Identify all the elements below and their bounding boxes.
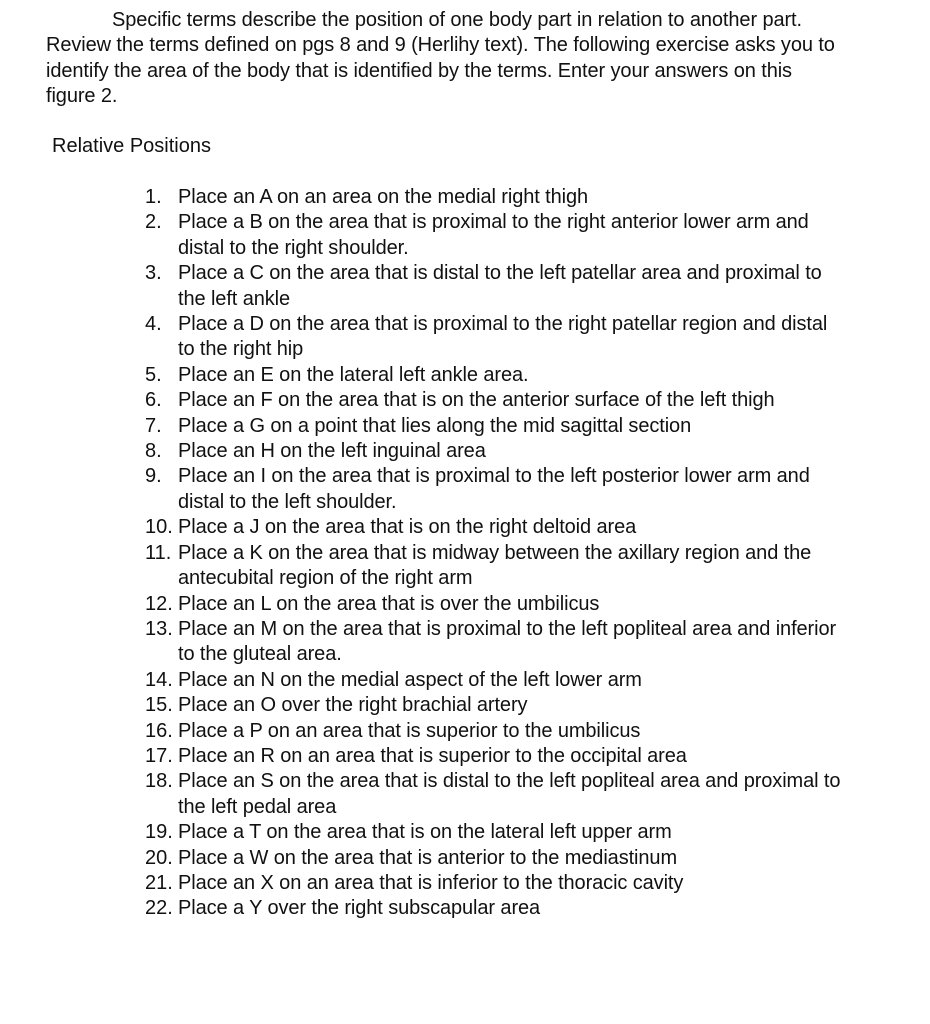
list-item: [145, 414, 865, 439]
list-item-text: Place a G on a point that lies along the mid sagittal section: [178, 414, 692, 437]
list-item: [145, 464, 865, 515]
list-item-text: Place a P on an area that is superior to the umbilicus: [178, 719, 641, 742]
list-item: [145, 363, 865, 388]
list-item-number: 11.: [145, 541, 172, 564]
list-item-text: Place an O over the right brachial artery: [178, 694, 528, 717]
list-item-text: Place a T on the area that is on the lateral left upper arm: [178, 821, 672, 844]
list-item: [145, 617, 865, 668]
list-item-number: 2.: [145, 211, 162, 234]
list-item-number: 4.: [145, 313, 162, 336]
list-item: [145, 820, 865, 845]
list-item: [145, 515, 865, 540]
list-item-number: 7.: [145, 414, 162, 437]
list-item: [145, 668, 865, 693]
list-item: [145, 261, 865, 312]
list-item-text: Place an X on an area that is inferior to the thoracic cavity: [178, 871, 684, 894]
section-heading: Relative Positions: [52, 135, 211, 157]
list-item-text: Place an N on the medial aspect of the left lower arm: [178, 668, 642, 691]
list-item-number: 13.: [145, 617, 173, 640]
list-item-number: 1.: [145, 186, 162, 208]
list-item-number: 14.: [145, 668, 173, 691]
list-item: [145, 312, 865, 363]
list-item: [145, 541, 865, 592]
list-item-text: Place a D on the area that is proximal to the right patellar region and distal to the right hip: [178, 313, 828, 361]
list-item-text: Place an A on an area on the medial right thigh: [178, 186, 589, 208]
list-item-text: Place a W on the area that is anterior to the mediastinum: [178, 846, 678, 869]
intro-paragraph: Specific terms describe the position of one body part in relation to another part. Review the terms defined on pgs 8 and 9 (Herlihy text). The following exercise asks you to identify the area of the body that is identified by the terms. Enter your answers on this figure 2.: [46, 9, 835, 108]
list-item: [145, 439, 865, 464]
list-item: [145, 185, 865, 210]
list-item: [145, 871, 865, 896]
list-item-text: Place an H on the left inguinal area: [178, 440, 486, 463]
list-item-number: 5.: [145, 363, 162, 386]
list-item: [145, 719, 865, 744]
list-item-text: Place an S on the area that is distal to the left popliteal area and proximal to the left pedal area: [178, 770, 841, 818]
list-item-number: 20.: [145, 846, 173, 869]
list-item-number: 22.: [145, 897, 173, 920]
list-item-number: 19.: [145, 821, 173, 844]
list-item: [145, 846, 865, 871]
list-item-number: 17.: [145, 744, 173, 767]
list-item-text: Place a K on the area that is midway between the axillary region and the antecubital region of the right arm: [178, 541, 812, 590]
list-item: [145, 769, 865, 820]
list-item-number: 8.: [145, 440, 162, 463]
list-item-text: Place an E on the lateral left ankle area.: [178, 363, 529, 386]
list-item: [145, 210, 865, 261]
list-item: [145, 693, 865, 718]
list-item-text: Place an I on the area that is proximal to the left posterior lower arm and distal to the left shoulder.: [178, 465, 810, 513]
list-item-number: 16.: [145, 719, 173, 742]
instruction-list: [145, 185, 865, 922]
list-item-number: 18.: [145, 770, 173, 793]
list-item-number: 9.: [145, 465, 162, 488]
list-item-number: 21.: [145, 871, 173, 894]
list-item-text: Place an R on an area that is superior to the occipital area: [178, 744, 687, 767]
list-item: [145, 896, 865, 921]
list-item-text: Place a J on the area that is on the right deltoid area: [178, 516, 637, 539]
list-item-text: Place an M on the area that is proximal to the left popliteal area and inferior to the gluteal area.: [178, 617, 837, 666]
list-item-text: Place an L on the area that is over the umbilicus: [178, 592, 600, 615]
list-item-text: Place an F on the area that is on the anterior surface of the left thigh: [178, 389, 775, 412]
list-item: [145, 388, 865, 413]
list-item-number: 3.: [145, 262, 162, 285]
list-item-text: Place a B on the area that is proximal to the right anterior lower arm and distal to the right shoulder.: [178, 211, 809, 259]
list-item-number: 6.: [145, 389, 162, 412]
list-item-text: Place a Y over the right subscapular area: [178, 897, 541, 920]
list-item-text: Place a C on the area that is distal to the left patellar area and proximal to the left ankle: [178, 262, 822, 310]
list-item-number: 10.: [145, 516, 173, 539]
list-item-number: 12.: [145, 592, 173, 615]
list-item-number: 15.: [145, 694, 173, 717]
list-item: [145, 592, 865, 617]
list-item: [145, 744, 865, 769]
